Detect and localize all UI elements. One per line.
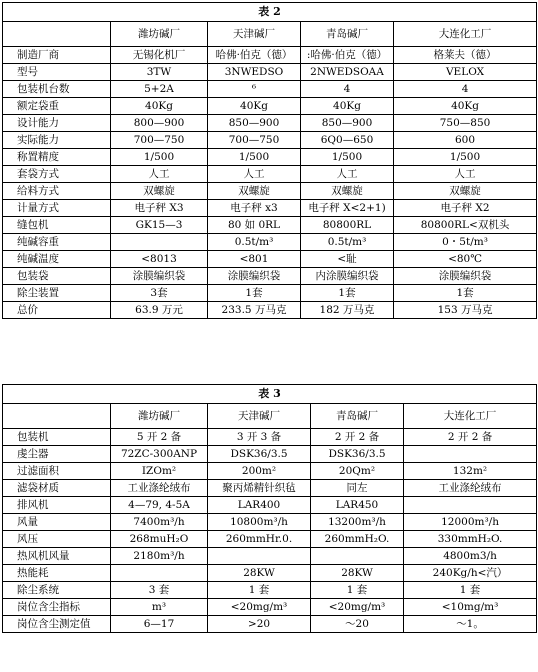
table-cell: 3 开 3 备	[208, 429, 311, 446]
table-cell: 2180m³/h	[111, 548, 208, 565]
row-label: 称置精度	[3, 149, 111, 166]
table-cell	[111, 234, 208, 251]
table-cell: 双螺旋	[394, 183, 537, 200]
table-cell: LAR400	[208, 497, 311, 514]
table-cell: IZOm²	[111, 463, 208, 480]
table-cell: 233.5 万马克	[208, 302, 301, 319]
table-cell: 1套	[394, 285, 537, 302]
row-label: 滤袋材质	[3, 480, 111, 497]
row-label: 除尘系统	[3, 582, 111, 599]
column-header: 潍坊碱厂	[111, 22, 208, 47]
table-cell: 1套	[208, 285, 301, 302]
table-cell: <8013	[111, 251, 208, 268]
table-cell: 40Kg	[208, 98, 301, 115]
table-cell: 260mmH₂O.	[311, 531, 404, 548]
row-label: 纯碱温度	[3, 251, 111, 268]
table-cell: :哈佛·伯克（德）	[301, 47, 394, 64]
table-cell: 电子秤 X3	[111, 200, 208, 217]
table-cell: 132m²	[404, 463, 537, 480]
table-row	[3, 548, 537, 565]
table-cell: 0・5t/m³	[394, 234, 537, 251]
column-header: 天津碱厂	[208, 404, 311, 429]
table-row	[3, 132, 537, 149]
table-cell: 80800RL<双机头	[394, 217, 537, 234]
table-cell: ～1。	[404, 616, 537, 633]
table-cell: 600	[394, 132, 537, 149]
row-label: 包装袋	[3, 268, 111, 285]
row-label: 岗位含尘测定值	[3, 616, 111, 633]
table-cell	[311, 548, 404, 565]
table-cell: 20Qm²	[311, 463, 404, 480]
table-cell: 5+2A	[111, 81, 208, 98]
table-cell	[404, 446, 537, 463]
table-row	[3, 81, 537, 98]
table-cell: 人工	[301, 166, 394, 183]
table-cell: 7400m³/h	[111, 514, 208, 531]
row-label: 型号	[3, 64, 111, 81]
table-cell: 200m²	[208, 463, 311, 480]
table-cell: 2NWEDSOAA	[301, 64, 394, 81]
table-cell: 40Kg	[301, 98, 394, 115]
table-cell: 700—750	[111, 132, 208, 149]
row-label: 风压	[3, 531, 111, 548]
column-header: 青岛碱厂	[311, 404, 404, 429]
table-cell: 聚丙烯精针织毡	[208, 480, 311, 497]
table-row	[3, 64, 537, 81]
table-cell: <20mg/m³	[208, 599, 311, 616]
table-cell: 80 如 0RL	[208, 217, 301, 234]
row-label: 纯碱容重	[3, 234, 111, 251]
table-row	[3, 217, 537, 234]
table-cell: >20	[208, 616, 311, 633]
table-cell: 0.5t/m³	[301, 234, 394, 251]
row-label: 额定袋重	[3, 98, 111, 115]
table-row	[3, 463, 537, 480]
table-cell: 260mmHr.0.	[208, 531, 311, 548]
table-cell: 6—17	[111, 616, 208, 633]
table-cell: <耻	[301, 251, 394, 268]
table-cell: 涂膜编织袋	[208, 268, 301, 285]
table-cell: 工业涤纶绒布	[404, 480, 537, 497]
row-label: 排风机	[3, 497, 111, 514]
table-row	[3, 251, 537, 268]
table-cell: 格莱夫（德）	[394, 47, 537, 64]
table-cell: 2 开 2 备	[404, 429, 537, 446]
table-row	[3, 183, 537, 200]
table-cell: 双螺旋	[111, 183, 208, 200]
table-cell	[208, 548, 311, 565]
table-cell: 28KW	[208, 565, 311, 582]
table-cell: 240Kg/h<汽）	[404, 565, 537, 582]
table-cell: 72ZC-300ANP	[111, 446, 208, 463]
table-row	[3, 565, 537, 582]
table-cell: 内涂膜编织袋	[301, 268, 394, 285]
table-cell: <801	[208, 251, 301, 268]
table-row	[3, 200, 537, 217]
table-row	[3, 616, 537, 633]
table-header-corner	[3, 22, 111, 47]
table-cell: LAR450	[311, 497, 404, 514]
table-cell: 750—850	[394, 115, 537, 132]
row-label: 设计能力	[3, 115, 111, 132]
row-label: 包装机	[3, 429, 111, 446]
table-cell: 1/500	[301, 149, 394, 166]
column-header: 潍坊碱厂	[111, 404, 208, 429]
table-cell: 850—900	[208, 115, 301, 132]
table-cell: 涂膜编织袋	[111, 268, 208, 285]
row-label: 计量方式	[3, 200, 111, 217]
table-cell: 4—79, 4-5A	[111, 497, 208, 514]
table-row	[3, 166, 537, 183]
row-label: 给料方式	[3, 183, 111, 200]
table-row	[3, 268, 537, 285]
table-cell: 1 套	[208, 582, 311, 599]
table-cell: 3TW	[111, 64, 208, 81]
table-cell: 4	[394, 81, 537, 98]
column-header: 青岛碱厂	[301, 22, 394, 47]
column-header: 大连化工厂	[394, 22, 537, 47]
table-row	[3, 582, 537, 599]
table-row	[3, 531, 537, 548]
table-row	[3, 599, 537, 616]
table-cell: 人工	[111, 166, 208, 183]
row-label: 风量	[3, 514, 111, 531]
row-label: 热能耗	[3, 565, 111, 582]
table-row	[3, 234, 537, 251]
table-cell: <80℃	[394, 251, 537, 268]
table-cell: m³	[111, 599, 208, 616]
table-cell: 80800RL	[301, 217, 394, 234]
row-label: 除尘装置	[3, 285, 111, 302]
table-cell: 6Q0—650	[301, 132, 394, 149]
table-cell: 电子秤 x3	[208, 200, 301, 217]
table-cell: 40Kg	[394, 98, 537, 115]
table-cell: <20mg/m³	[311, 599, 404, 616]
table-row	[3, 149, 537, 166]
table-cell: DSK36/3.5	[311, 446, 404, 463]
table-row	[3, 302, 537, 319]
table-cell: 4	[301, 81, 394, 98]
table-cell: 人工	[208, 166, 301, 183]
table-cell: 12000m³/h	[404, 514, 537, 531]
table-cell: 1 套	[311, 582, 404, 599]
table-row	[3, 429, 537, 446]
table-cell: ⁶	[208, 81, 301, 98]
table-cell: 800—900	[111, 115, 208, 132]
table-cell: 153 万马克	[394, 302, 537, 319]
row-label: 热风机风量	[3, 548, 111, 565]
table-row	[3, 446, 537, 463]
table-row	[3, 285, 537, 302]
table-cell: 电子秤 X2	[394, 200, 537, 217]
table-2-title: 表 2	[3, 3, 537, 22]
table-row	[3, 47, 537, 64]
table-cell: 涂膜编织袋	[394, 268, 537, 285]
table-cell: 3NWEDSO	[208, 64, 301, 81]
table-cell: 0.5t/m³	[208, 234, 301, 251]
table-cell: GK15—3	[111, 217, 208, 234]
table-row	[3, 98, 537, 115]
table-cell: 人工	[394, 166, 537, 183]
table-cell: 双螺旋	[301, 183, 394, 200]
table-cell: 330mmH₂O.	[404, 531, 537, 548]
row-label: 包装机台数	[3, 81, 111, 98]
table-cell: 5 开 2 备	[111, 429, 208, 446]
table-cell: VELOX	[394, 64, 537, 81]
table-cell: 10800m³/h	[208, 514, 311, 531]
table-cell: 3套	[111, 285, 208, 302]
table-cell: 40Kg	[111, 98, 208, 115]
table-header-corner	[3, 404, 111, 429]
table-cell: 无锡化机厂	[111, 47, 208, 64]
table-cell: 电子秤 X<2+1)	[301, 200, 394, 217]
row-label: 岗位含尘指标	[3, 599, 111, 616]
table-row	[3, 497, 537, 514]
table-cell	[404, 497, 537, 514]
table-cell: ～20	[311, 616, 404, 633]
column-header: 天津碱厂	[208, 22, 301, 47]
row-label: 缝包机	[3, 217, 111, 234]
table-cell: 4800m3/h	[404, 548, 537, 565]
table-cell: 3 套	[111, 582, 208, 599]
table-cell: 双螺旋	[208, 183, 301, 200]
table-cell: 850—900	[301, 115, 394, 132]
table-cell: 同左	[311, 480, 404, 497]
table-3	[2, 384, 537, 633]
table-cell: 700—750	[208, 132, 301, 149]
row-label: 实际能力	[3, 132, 111, 149]
table-cell: 哈佛·伯克（德）	[208, 47, 301, 64]
row-label: 总价	[3, 302, 111, 319]
table-cell: 182 万马克	[301, 302, 394, 319]
row-label: 制造厂商	[3, 47, 111, 64]
table-cell: 1/500	[111, 149, 208, 166]
table-cell: 工业涤纶绒布	[111, 480, 208, 497]
table-cell: 1套	[301, 285, 394, 302]
table-cell: DSK36/3.5	[208, 446, 311, 463]
table-cell: <10mg/m³	[404, 599, 537, 616]
row-label: 套袋方式	[3, 166, 111, 183]
table-cell: 63.9 万元	[111, 302, 208, 319]
table-cell: 268muH₂O	[111, 531, 208, 548]
table-cell: 1 套	[404, 582, 537, 599]
table-3-title: 表 3	[3, 385, 537, 404]
table-cell: 13200m³/h	[311, 514, 404, 531]
row-label: 虔尘器	[3, 446, 111, 463]
table-cell: 2 开 2 备	[311, 429, 404, 446]
table-2	[2, 2, 537, 319]
table-row	[3, 115, 537, 132]
table-row	[3, 480, 537, 497]
table-cell: 1/500	[394, 149, 537, 166]
table-cell: 28KW	[311, 565, 404, 582]
table-cell	[111, 565, 208, 582]
column-header: 大连化工厂	[404, 404, 537, 429]
table-row	[3, 514, 537, 531]
table-cell: 1/500	[208, 149, 301, 166]
row-label: 过滤面积	[3, 463, 111, 480]
